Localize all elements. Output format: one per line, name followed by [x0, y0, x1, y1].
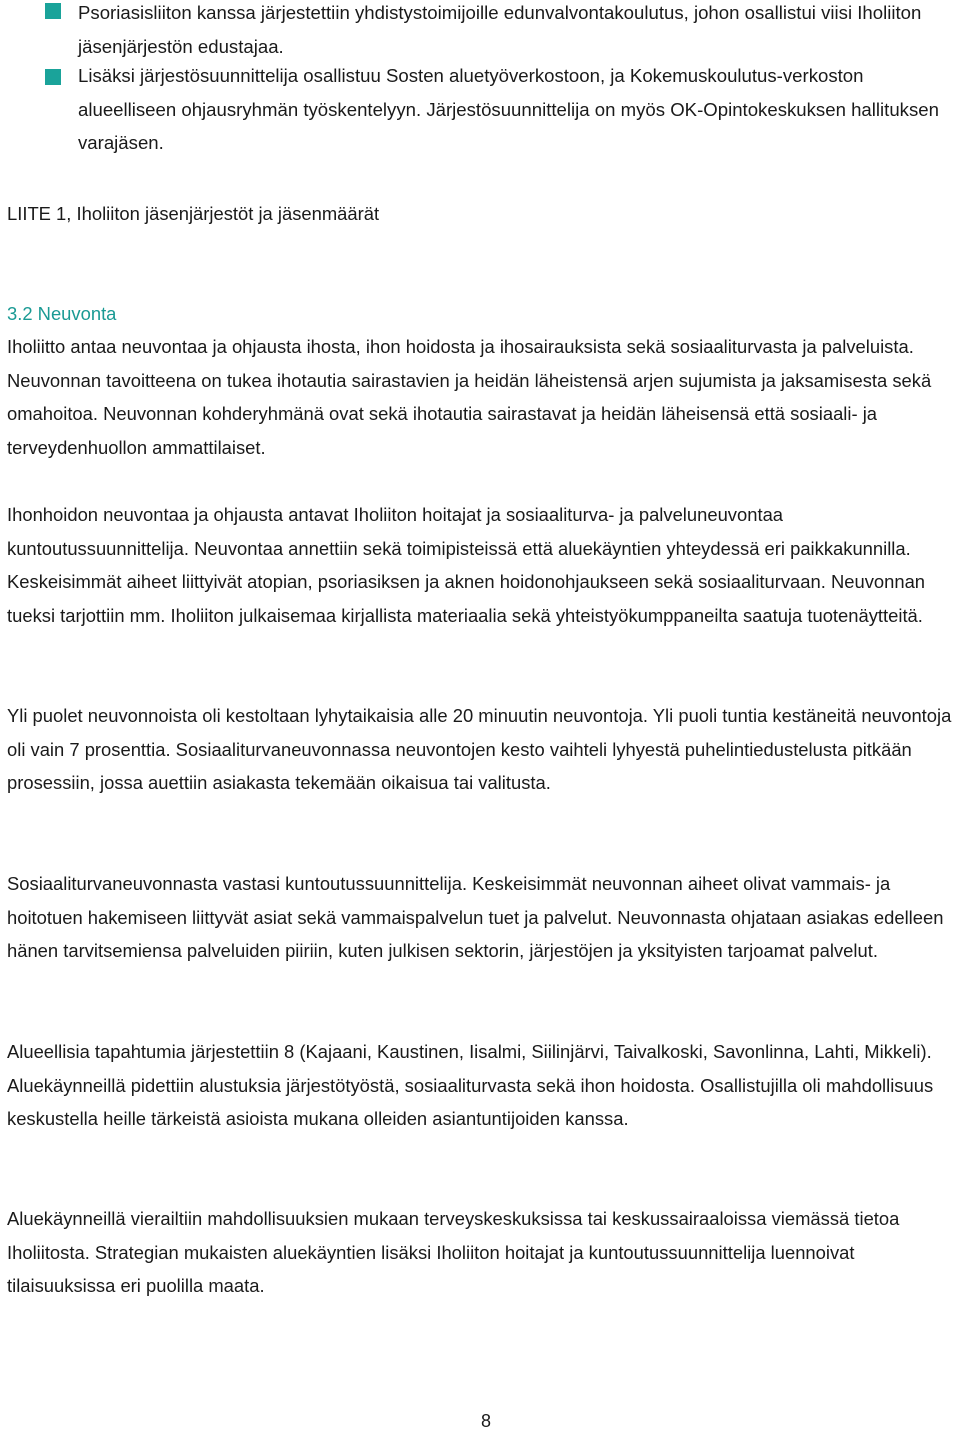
paragraph: Alueellisia tapahtumia järjestettiin 8 (Kajaani, Kaustinen, Iisalmi, Siilinjärvi, Taivalkoski, Savonlinna, Lahti, Mikkeli). Aluekäynneillä pidettiin alustuksia järjestötyöstä, sosiaaliturvasta sekä ihon hoidosta. Osallistujilla oli mahdollisuus keskustella heille tärkeistä asioista mukana olleiden asiantuntijoiden kanssa.	[7, 1041, 934, 1129]
appendix-reference: LIITE 1, Iholiiton jäsenjärjestöt ja jäsenmäärät	[7, 203, 380, 224]
square-bullet-icon	[45, 69, 61, 85]
paragraph: Yli puolet neuvonnoista oli kestoltaan lyhytaikaisia alle 20 minuutin neuvontoja. Yli puoli tuntia kestäneitä neuvontoja oli vain 7 prosenttia. Sosiaaliturvaneuvonnassa neuvontojen kesto vaihteli lyhyestä puhelintiedustelusta pitkään prosessiin, jossa auettiin asiakasta tekemään oikaisua tai valitusta.	[7, 705, 952, 793]
page-number: 8	[480, 1411, 491, 1431]
section-heading: 3.2 Neuvonta	[7, 303, 117, 324]
bullet-text: Psoriasisliiton kanssa järjestettiin yhdistystoimijoille edunvalvontakoulutus, johon osallistui viisi Iholiiton jäsenjärjestön edustajaa.	[78, 2, 922, 57]
bullet-item	[0, 0, 960, 63]
paragraph: Iholiitto antaa neuvontaa ja ohjausta ihosta, ihon hoidosta ja ihosairauksista sekä sosiaaliturvasta ja palveluista. Neuvonnan tavoitteena on tukea ihotautia sairastavien ja heidän läheistensä arjen sujumista ja jaksamisesta sekä omahoitoa. Neuvonnan kohderyhmänä ovat sekä ihotautia sairastavat ja heidän läheisensä että sosiaali- ja terveydenhuollon ammattilaiset.	[7, 336, 932, 458]
square-bullet-icon	[45, 3, 61, 19]
paragraph: Aluekäynneillä vierailtiin mahdollisuuksien mukaan terveyskeskuksissa tai keskussairaaloissa viemässä tietoa Iholiitosta. Strategian mukaisten aluekäyntien lisäksi Iholiiton hoitajat ja kuntoutussuunnittelija luennoivat tilaisuuksissa eri puolilla maata.	[7, 1208, 900, 1296]
bullet-text: Lisäksi järjestösuunnittelija osallistuu Sosten aluetyöverkostoon, ja Kokemuskoulutus-verkoston alueelliseen ohjausryhmän työskentelyyn. Järjestösuunnittelija on myös OK-Opintokeskuksen hallituksen varajäsen.	[78, 65, 939, 153]
paragraph: Sosiaaliturvaneuvonnasta vastasi kuntoutussuunnittelija. Keskeisimmät neuvonnan aiheet olivat vammais- ja hoitotuen hakemiseen liittyvät asiat sekä vammaispalvelun tuet ja palvelut. Neuvonnasta ohjataan asiakas edelleen hänen tarvitsemiensa palveluiden piiriin, kuten julkisen sektorin, järjestöjen ja yksityisten tarjoamat palvelut.	[7, 873, 944, 961]
bullet-item	[0, 59, 960, 160]
paragraph: Ihonhoidon neuvontaa ja ohjausta antavat Iholiiton hoitajat ja sosiaaliturva- ja palveluneuvontaa kuntoutussuunnittelija. Neuvontaa annettiin sekä toimipisteissä että aluekäyntien yhteydessä eri paikkakunnilla. Keskeisimmät aiheet liittyivät atopian, psoriasiksen ja aknen hoidonohjaukseen sekä sosiaaliturvaan. Neuvonnan tueksi tarjottiin mm. Iholiiton julkaisemaa kirjallista materiaalia sekä yhteistyökumppaneilta saatuja tuotenäytteitä.	[7, 504, 926, 626]
